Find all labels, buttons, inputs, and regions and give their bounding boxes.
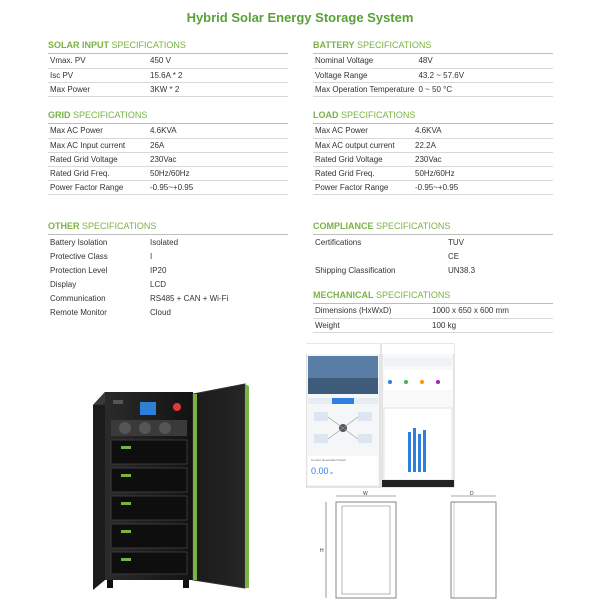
- spec-table: [313, 54, 553, 97]
- compliance-section: [313, 221, 553, 277]
- load-section: [313, 110, 553, 195]
- spec-table: [313, 235, 553, 277]
- spec-key: Isc PV: [48, 68, 148, 82]
- spec-row: [313, 318, 553, 332]
- app-screenshots-image: [306, 342, 456, 489]
- spec-key: Max Operation Temperature: [313, 82, 416, 96]
- spec-row: [313, 82, 553, 96]
- spec-key: Rated Grid Voltage: [313, 152, 413, 166]
- spec-key: Protective Class: [50, 251, 108, 261]
- spec-value: UN38.3: [448, 265, 476, 275]
- spec-key: Shipping Classification: [315, 265, 396, 275]
- spec-key: Remote Monitor: [50, 307, 107, 317]
- spec-value: 15.6A * 2: [148, 68, 288, 82]
- spec-table: [48, 54, 288, 97]
- spec-table: [313, 304, 553, 333]
- spec-key: Communication: [50, 293, 106, 303]
- spec-value: I: [150, 251, 153, 261]
- spec-value: 1000 x 650 x 600 mm: [430, 304, 553, 318]
- spec-value: -0.95~+0.95: [148, 180, 288, 194]
- spec-table: [313, 124, 553, 195]
- spec-row: [48, 291, 288, 305]
- spec-row: [313, 152, 553, 166]
- spec-row: [313, 138, 553, 152]
- section-heading: GRID SPECIFICATIONS: [48, 110, 288, 124]
- app-power-unit: w: [330, 470, 333, 475]
- spec-row: [313, 68, 553, 82]
- spec-value: 450 V: [148, 54, 288, 68]
- spec-key: Max AC Power: [313, 124, 413, 138]
- spec-table: [48, 235, 288, 319]
- spec-value: 50Hz/60Hz: [413, 166, 553, 180]
- spec-value: 230Vac: [148, 152, 288, 166]
- spec-row: [48, 277, 288, 291]
- spec-value: LCD: [150, 279, 167, 289]
- spec-value: 48V: [416, 54, 553, 68]
- spec-row: [48, 124, 288, 138]
- spec-value: 100 kg: [430, 318, 553, 332]
- spec-key: Battery Isolation: [50, 237, 108, 247]
- spec-row: [48, 68, 288, 82]
- battery-section: [313, 40, 553, 97]
- spec-value: 22.2A: [413, 138, 553, 152]
- spec-key: Certifications: [315, 237, 362, 247]
- spec-row: [48, 138, 288, 152]
- spec-key: Power Factor Range: [48, 180, 148, 194]
- app-power-label: Current Generation Power: [311, 458, 347, 462]
- spec-row: [313, 249, 553, 263]
- section-heading: SOLAR INPUT SPECIFICATIONS: [48, 40, 288, 54]
- grid-section: [48, 110, 288, 195]
- section-heading: COMPLIANCE SPECIFICATIONS: [313, 221, 553, 235]
- spec-row: [313, 54, 553, 68]
- spec-row: [313, 124, 553, 138]
- spec-key: Nominal Voltage: [313, 54, 416, 68]
- section-heading: MECHANICAL SPECIFICATIONS: [313, 290, 553, 304]
- spec-value: 43.2 ~ 57.6V: [416, 68, 553, 82]
- spec-key: [313, 249, 446, 263]
- spec-key: Vmax. PV: [48, 54, 148, 68]
- spec-value: CE: [448, 251, 460, 261]
- spec-value: 4.6KVA: [148, 124, 288, 138]
- height-label: H: [320, 548, 324, 554]
- spec-key: Rated Grid Voltage: [48, 152, 148, 166]
- spec-row: [48, 152, 288, 166]
- spec-value: RS485 + CAN + Wi-Fi: [150, 293, 229, 303]
- spec-key: Power Factor Range: [313, 180, 413, 194]
- spec-row: [48, 249, 288, 263]
- spec-key: Max Power: [48, 82, 148, 96]
- spec-row: [48, 54, 288, 68]
- spec-row: [313, 304, 553, 318]
- spec-key: Protection Level: [50, 265, 108, 275]
- spec-key: Weight: [313, 318, 430, 332]
- spec-value: TUV: [448, 237, 464, 247]
- page-title: Hybrid Solar Energy Storage System: [186, 10, 414, 25]
- spec-value: IP20: [150, 265, 167, 275]
- spec-key: Max AC output current: [313, 138, 413, 152]
- spec-value: Isolated: [150, 237, 179, 247]
- spec-value: 230Vac: [413, 152, 553, 166]
- spec-value: Cloud: [150, 307, 171, 317]
- spec-key: Display: [50, 279, 77, 289]
- spec-value: -0.95~+0.95: [413, 180, 553, 194]
- spec-table: [48, 124, 288, 195]
- width-label: W: [363, 491, 368, 497]
- spec-row: [48, 235, 288, 249]
- spec-row: [313, 263, 553, 277]
- spec-row: [48, 166, 288, 180]
- spec-key: Rated Grid Freq.: [48, 166, 148, 180]
- product-cabinet-image: [85, 380, 280, 595]
- spec-key: Max AC Power: [48, 124, 148, 138]
- mechanical-section: [313, 290, 553, 333]
- spec-key: Max AC Input current: [48, 138, 148, 152]
- section-heading: BATTERY SPECIFICATIONS: [313, 40, 553, 54]
- other-section: [48, 221, 288, 319]
- spec-value: 26A: [148, 138, 288, 152]
- section-heading: OTHER SPECIFICATIONS: [48, 221, 288, 235]
- dimension-drawing: [306, 490, 516, 600]
- spec-row: [48, 305, 288, 319]
- spec-row: [313, 166, 553, 180]
- spec-row: [48, 180, 288, 194]
- spec-row: [313, 235, 553, 249]
- spec-key: Voltage Range: [313, 68, 416, 82]
- spec-row: [48, 263, 288, 277]
- spec-value: 50Hz/60Hz: [148, 166, 288, 180]
- spec-value: 4.6KVA: [413, 124, 553, 138]
- section-heading: LOAD SPECIFICATIONS: [313, 110, 553, 124]
- spec-value: 0 ~ 50 °C: [416, 82, 553, 96]
- app-power-value: 0.00: [311, 466, 329, 476]
- spec-value: 3KW * 2: [148, 82, 288, 96]
- spec-key: Rated Grid Freq.: [313, 166, 413, 180]
- spec-key: Dimensions (HxWxD): [313, 304, 430, 318]
- spec-row: [48, 82, 288, 96]
- depth-label: D: [470, 491, 474, 497]
- solar-input-section: [48, 40, 288, 97]
- spec-row: [313, 180, 553, 194]
